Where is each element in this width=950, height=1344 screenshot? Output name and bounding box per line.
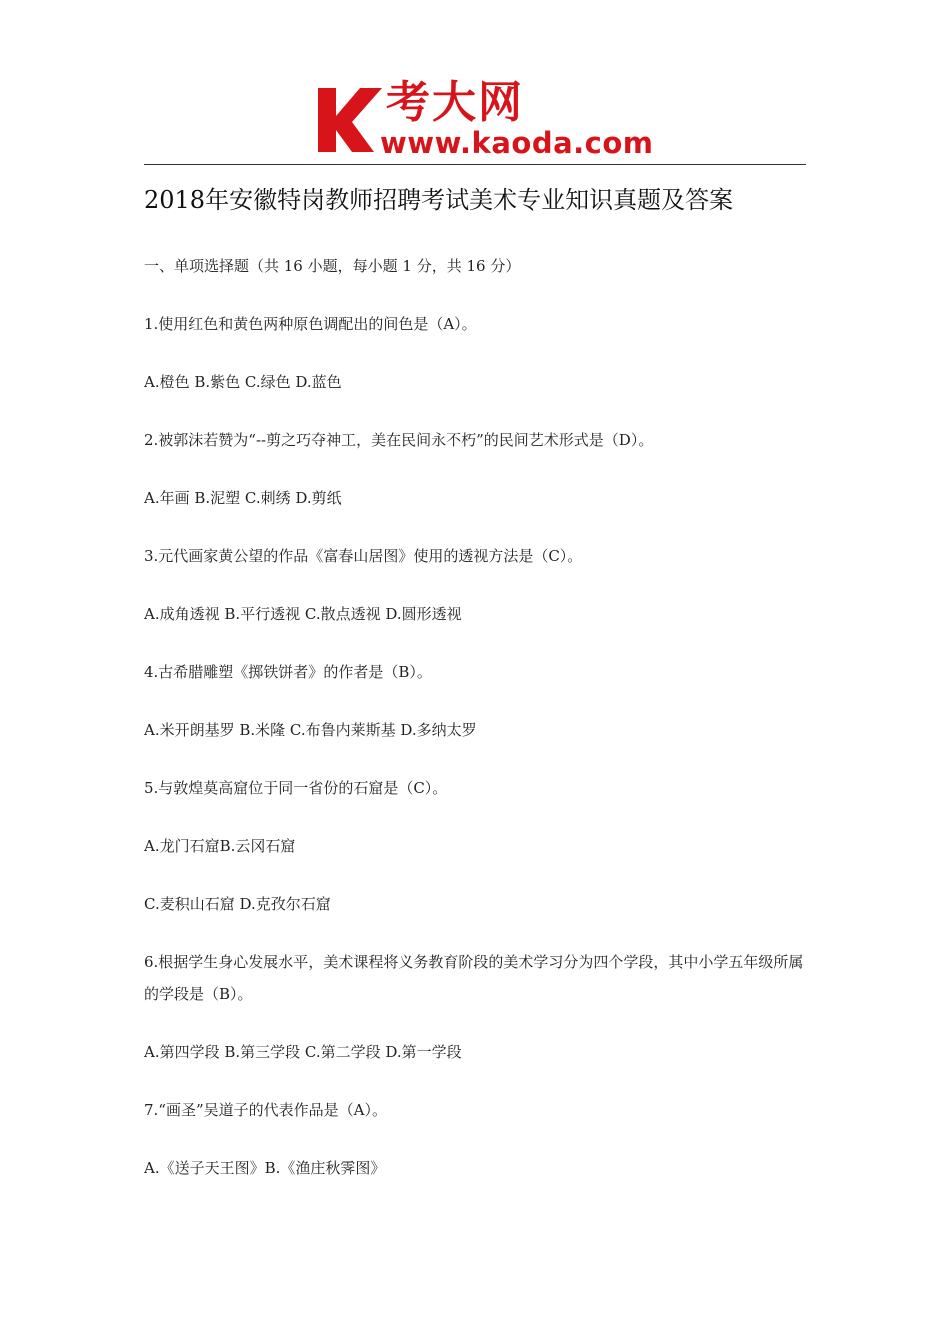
question-1: 1.使用红色和黄色两种原色调配出的间色是（A）。 bbox=[144, 315, 477, 333]
options-1: A.橙色 B.紫色 C.绿色 D.蓝色 bbox=[144, 373, 342, 391]
question-4: 4.古希腊雕塑《掷铁饼者》的作者是（B）。 bbox=[144, 663, 432, 681]
logo-k-mark-icon bbox=[316, 84, 386, 154]
options-6: A.第四学段 B.第三学段 C.第二学段 D.第一学段 bbox=[144, 1043, 462, 1061]
question-6: 6.根据学生身心发展水平，美术课程将义务教育阶段的美术学习分为四个学段，其中小学五年级所属的学段是（B）。 bbox=[144, 953, 804, 1003]
options-4: A.米开朗基罗 B.米隆 C.布鲁内莱斯基 D.多纳太罗 bbox=[144, 721, 477, 739]
header-divider bbox=[144, 164, 806, 165]
section-heading: 一、单项选择题（共 16 小题，每小题 1 分，共 16 分） bbox=[144, 257, 521, 275]
options-2: A.年画 B.泥塑 C.刺绣 D.剪纸 bbox=[144, 489, 342, 507]
logo-url: www.kaoda.com bbox=[380, 126, 654, 160]
options-3: A.成角透视 B.平行透视 C.散点透视 D.圆形透视 bbox=[144, 605, 462, 623]
logo-brand-name: 考大网 bbox=[386, 77, 524, 128]
options-5-part-2: C.麦积山石窟 D.克孜尔石窟 bbox=[144, 895, 331, 913]
document-title: 2018年安徽特岗教师招聘考试美术专业知识真题及答案 bbox=[144, 186, 734, 214]
options-7: A.《送子天王图》B.《渔庄秋霁图》 bbox=[144, 1159, 386, 1177]
options-5-part-1: A.龙门石窟B.云冈石窟 bbox=[144, 837, 296, 855]
kaoda-logo bbox=[316, 77, 654, 160]
question-5: 5.与敦煌莫高窟位于同一省份的石窟是（C）。 bbox=[144, 779, 448, 797]
question-2: 2.被郭沫若赞为“--剪之巧夺神工，美在民间永不朽”的民间艺术形式是（D）。 bbox=[144, 431, 654, 449]
question-7: 7.“画圣”吴道子的代表作品是（A）。 bbox=[144, 1101, 387, 1119]
question-3: 3.元代画家黄公望的作品《富春山居图》使用的透视方法是（C）。 bbox=[144, 547, 583, 565]
